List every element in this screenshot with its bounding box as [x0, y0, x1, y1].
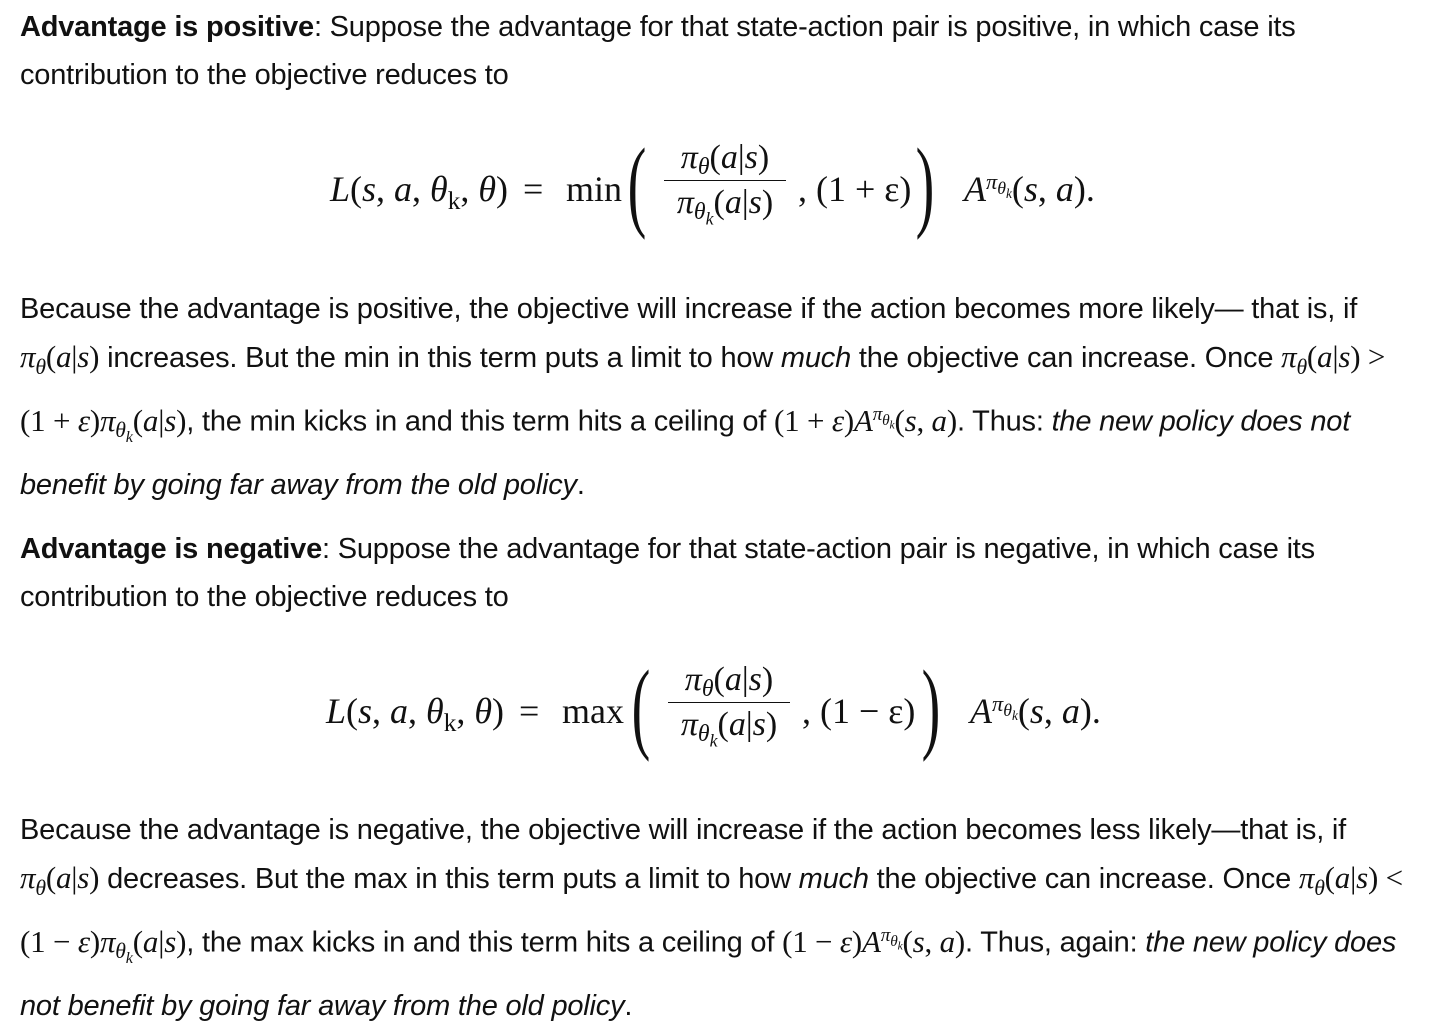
paragraph-negative-explanation: Because the advantage is negative, the objective will increase if the action becomes less likely—that is, if $\pi_\theta(a|s)$ decreases. But the max in this term puts a limit to how much the objective can increase. Once $\pi_\theta(a|s) < (1 - \varepsilon)\pi_{\theta_k}(a|s)$, the max kicks in and this term hits a ceiling of $(1 - \varepsilon)A^{\pi_{\theta_k}}(s$, a). Thus, again: the new policy does not benefit by going far away from the old policy.: [20, 814, 1403, 1023]
emphasis-much: much: [780, 342, 852, 374]
equation-min: [20, 130, 1415, 250]
inequality-math: $\pi_\theta(a|s) < (1 - \varepsilon)\pi_{\theta_k}(a|s)$: [20, 860, 1403, 968]
equation-lhs: L(s, a, $\theta_k$, θ) =: [330, 169, 544, 216]
intro-text: : Suppose the advantage for that state-action pair is negative, in which case its contribution to the objective reduces to: [20, 533, 1315, 613]
advantage-term: $A^{\pi_{\theta_k}}(s$, a).: [970, 690, 1101, 731]
probability-ratio: πθ(a|s) $\pi\theta_k(a|s)$: [664, 660, 794, 745]
conclusion-text: the new policy does not benefit by going far away from the old policy: [20, 926, 1397, 1023]
probability-ratio: πθ(a|s) $\pi\theta_k(a|s)$: [660, 138, 790, 223]
right-paren: ): [915, 128, 935, 241]
policy-prob-math: $\pi_\theta(a|s)$: [20, 339, 100, 379]
equation-lhs: L(s, a, $\theta_k$, θ) =: [326, 691, 540, 738]
ceiling-math: $(1 - \varepsilon)A^{\pi_{\theta_k}}(s$, a): [782, 923, 966, 959]
advantage-term: $A^{\pi_{\theta_k}}(s$, a).: [964, 168, 1095, 209]
ceiling-math: $(1 + \varepsilon)A^{\pi_{\theta_k}}(s$, a): [774, 402, 957, 438]
equation-operator: max: [562, 691, 624, 731]
intro-text: : Suppose the advantage for that state-action pair is positive, in which case its contribution to the objective reduces to: [20, 11, 1296, 91]
inequality-math: $\pi_\theta(a|s) > (1 + \varepsilon)\pi_{\theta_k}(a|s)$: [20, 339, 1386, 447]
right-paren: ): [921, 650, 941, 763]
paragraph-positive-explanation: Because the advantage is positive, the objective will increase if the action becomes more likely— that is, if $\pi_\theta(a|s)$ increases. But the min in this term puts a limit to how much the objective can increase. Once $\pi_\theta(a|s) > (1 + \varepsilon)\pi_{\theta_k}(a|s)$, the min kicks in and this term hits a ceiling of $(1 + \varepsilon)A^{\pi_{\theta_k}}(s$, a). Thus: the new policy does not benefit by going far away from the old policy.: [20, 293, 1386, 502]
emphasis-much: much: [798, 863, 869, 895]
equation-max: [20, 652, 1415, 772]
equation-operator: min: [566, 169, 623, 209]
conclusion-text: the new policy does not benefit by going far away from the old policy: [20, 405, 1351, 502]
left-paren: (: [627, 128, 647, 241]
policy-prob-math: $\pi_\theta(a|s)$: [20, 860, 100, 900]
paragraph-advantage-negative: [20, 525, 1415, 621]
paragraph-advantage-positive: [20, 3, 1415, 99]
heading-advantage-negative: Advantage is negative: [20, 533, 323, 565]
left-paren: (: [631, 650, 651, 763]
heading-advantage-positive: Advantage is positive: [20, 11, 314, 43]
clip-term: , (1 − ε): [802, 691, 916, 731]
clip-term: , (1 + ε): [798, 169, 912, 209]
